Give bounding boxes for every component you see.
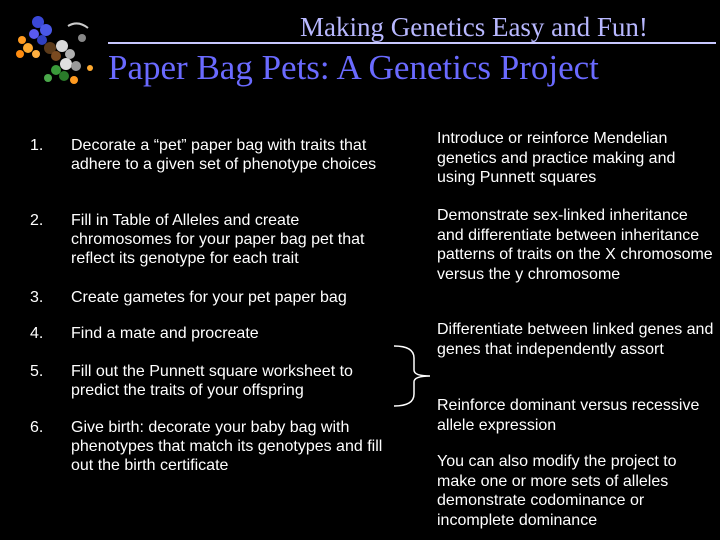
step-text: Decorate a “pet” paper bag with traits that adhere to a given set of phenotype choices bbox=[71, 137, 377, 173]
slide-title: Paper Bag Pets: A Genetics Project bbox=[108, 48, 599, 87]
step-number: 2. bbox=[30, 212, 44, 229]
step-number: 6. bbox=[30, 419, 44, 436]
header-title: Making Genetics Easy and Fun! bbox=[300, 12, 648, 42]
objective-note: Demonstrate sex-linked inheritance and differentiate between inheritance patterns of traits on the X chromosome versus the y chromosome bbox=[437, 207, 713, 283]
step-text: Create gametes for your pet paper bag bbox=[71, 289, 347, 306]
header-divider bbox=[108, 42, 716, 44]
objective-note: You can also modify the project to make one or more sets of alleles demonstrate codominance or incomplete dominance bbox=[437, 453, 677, 529]
step-number: 5. bbox=[30, 363, 44, 380]
step-text: Find a mate and procreate bbox=[71, 325, 259, 342]
step-number: 4. bbox=[30, 325, 44, 342]
step-number: 3. bbox=[30, 289, 44, 306]
step-number: 1. bbox=[30, 137, 44, 154]
objective-note: Introduce or reinforce Mendelian genetics and practice making and using Punnett squares bbox=[437, 130, 676, 186]
objective-note: Differentiate between linked genes and genes that independently assort bbox=[437, 321, 714, 358]
curly-bracket-icon bbox=[390, 344, 438, 408]
step-text: Fill out the Punnett square worksheet to predict the traits of your offspring bbox=[71, 363, 353, 399]
step-text: Fill in Table of Alleles and create chromosomes for your paper bag pet that reflect its genotype for each trait bbox=[71, 212, 365, 267]
step-text: Give birth: decorate your baby bag with phenotypes that match its genotypes and fill out the birth certificate bbox=[71, 419, 383, 474]
objective-note: Reinforce dominant versus recessive allele expression bbox=[437, 397, 700, 434]
dna-molecule-icon bbox=[10, 8, 102, 90]
